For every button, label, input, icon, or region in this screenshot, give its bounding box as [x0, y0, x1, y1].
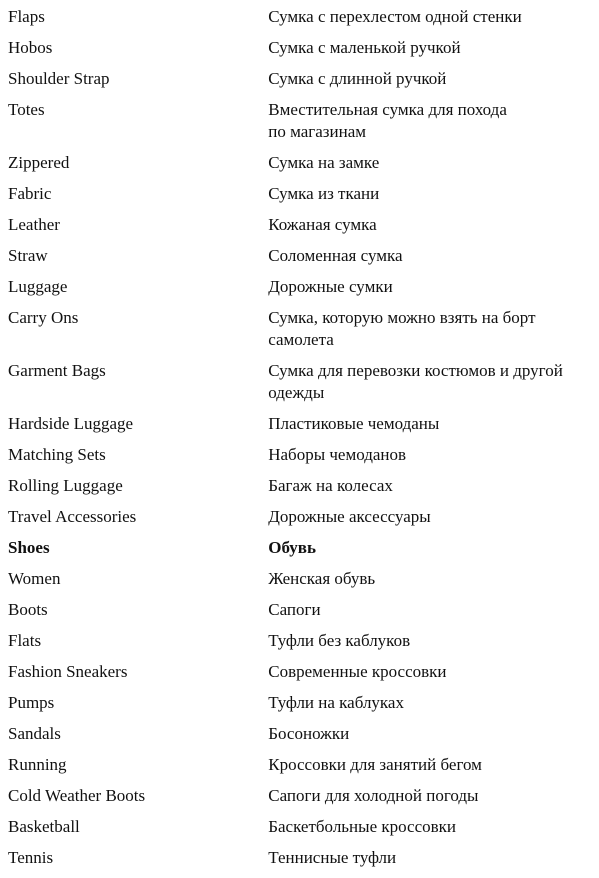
english-term: Tennis [8, 848, 54, 867]
english-term: Sandals [8, 724, 61, 743]
section-heading-russian [268, 537, 599, 568]
russian-translation-text: Туфли на каблуках [268, 693, 404, 712]
glossary-row [0, 692, 599, 723]
russian-translation [268, 360, 599, 413]
russian-translation-text: Сапоги для холодной погоды [268, 786, 479, 805]
glossary-row [0, 568, 599, 599]
glossary-row [0, 816, 599, 847]
russian-translation-text: Сумка с маленькой ручкой [268, 38, 461, 57]
russian-translation-text: Туфли без каблуков [268, 631, 411, 650]
english-term: Straw [8, 246, 48, 265]
russian-translation [268, 413, 599, 444]
russian-translation-text: Дорожные аксессуары [268, 507, 431, 526]
glossary-row [0, 6, 599, 37]
glossary-row [0, 214, 599, 245]
glossary-row [0, 307, 599, 360]
english-term: Rolling Luggage [8, 476, 123, 495]
english-term: Basketball [8, 817, 80, 836]
russian-translation [268, 816, 599, 847]
glossary-row [0, 754, 599, 785]
english-term: Flaps [8, 7, 45, 26]
russian-translation [268, 6, 599, 37]
russian-translation-text: Теннисные туфли [268, 848, 397, 867]
russian-translation-text: Кожаная сумка [268, 215, 377, 234]
russian-translation [268, 692, 599, 723]
russian-translation-text: Баскетбольные кроссовки [268, 817, 457, 836]
english-term: Luggage [8, 277, 68, 296]
russian-translation [268, 630, 599, 661]
english-term: Fashion Sneakers [8, 662, 128, 681]
russian-translation-text: Современные кроссовки [268, 662, 447, 681]
english-term: Garment Bags [8, 361, 106, 380]
russian-translation-text: Вместительная сумка для похода по магазинам [268, 100, 507, 141]
english-term: Fabric [8, 184, 52, 203]
glossary-row [0, 99, 599, 152]
russian-translation [268, 475, 599, 506]
russian-translation [268, 68, 599, 99]
russian-translation [268, 152, 599, 183]
russian-translation-text: Кроссовки для занятий бегом [268, 755, 482, 774]
russian-translation [268, 214, 599, 245]
glossary-row [0, 152, 599, 183]
english-term: Travel Accessories [8, 507, 137, 526]
russian-translation [268, 307, 599, 360]
russian-translation-text: Босоножки [268, 724, 350, 743]
russian-translation [268, 444, 599, 475]
english-term: Pumps [8, 693, 55, 712]
english-term: Flats [8, 631, 42, 650]
russian-translation-text: Сумка с перехлестом одной стенки [268, 7, 522, 26]
english-term: Matching Sets [8, 445, 106, 464]
section-heading-english: Shoes [8, 538, 50, 557]
russian-translation-text: Сапоги [268, 600, 321, 619]
glossary-row [0, 506, 599, 537]
russian-translation-text: Сумка из ткани [268, 184, 380, 203]
english-term: Cold Weather Boots [8, 786, 146, 805]
russian-translation-text: Наборы чемоданов [268, 445, 407, 464]
glossary-row [0, 360, 599, 413]
russian-translation [268, 847, 599, 878]
russian-translation [268, 506, 599, 537]
russian-translation [268, 99, 599, 152]
english-term: Totes [8, 100, 45, 119]
glossary-row [0, 785, 599, 816]
russian-translation-text: Сумка, которую можно взять на борт самолета [268, 308, 536, 349]
english-term: Hardside Luggage [8, 414, 134, 433]
english-term: Women [8, 569, 61, 588]
russian-translation [268, 276, 599, 307]
glossary-row [0, 847, 599, 878]
russian-translation-text: Дорожные сумки [268, 277, 393, 296]
glossary-row [0, 413, 599, 444]
english-term: Carry Ons [8, 308, 79, 327]
english-term: Hobos [8, 38, 53, 57]
russian-translation-text: Сумка на замке [268, 153, 380, 172]
glossary-row [0, 599, 599, 630]
russian-translation-text: Женская обувь [268, 569, 376, 588]
english-term: Running [8, 755, 67, 774]
glossary-row [0, 245, 599, 276]
russian-translation [268, 723, 599, 754]
glossary-row [0, 183, 599, 214]
glossary-row [0, 661, 599, 692]
glossary-row [0, 444, 599, 475]
glossary-row [0, 475, 599, 506]
russian-translation [268, 785, 599, 816]
glossary-table [0, 6, 599, 878]
russian-translation [268, 754, 599, 785]
glossary-row [0, 630, 599, 661]
english-term: Boots [8, 600, 48, 619]
russian-translation-text: Пластиковые чемоданы [268, 414, 440, 433]
english-term: Leather [8, 215, 60, 234]
english-term: Shoulder Strap [8, 69, 110, 88]
russian-translation-text: Багаж на колесах [268, 476, 393, 495]
russian-translation-text: Сумка с длинной ручкой [268, 69, 447, 88]
russian-translation [268, 661, 599, 692]
russian-translation [268, 37, 599, 68]
section-heading-russian-text: Обувь [268, 538, 316, 557]
russian-translation [268, 599, 599, 630]
glossary-row [0, 68, 599, 99]
glossary-row [0, 723, 599, 754]
russian-translation [268, 183, 599, 214]
russian-translation-text: Соломенная сумка [268, 246, 403, 265]
section-heading-row [0, 537, 599, 568]
russian-translation [268, 245, 599, 276]
english-term: Zippered [8, 153, 70, 172]
glossary-row [0, 37, 599, 68]
russian-translation-text: Сумка для перевозки костюмов и другой одежды [268, 361, 563, 402]
russian-translation [268, 568, 599, 599]
glossary-row [0, 276, 599, 307]
